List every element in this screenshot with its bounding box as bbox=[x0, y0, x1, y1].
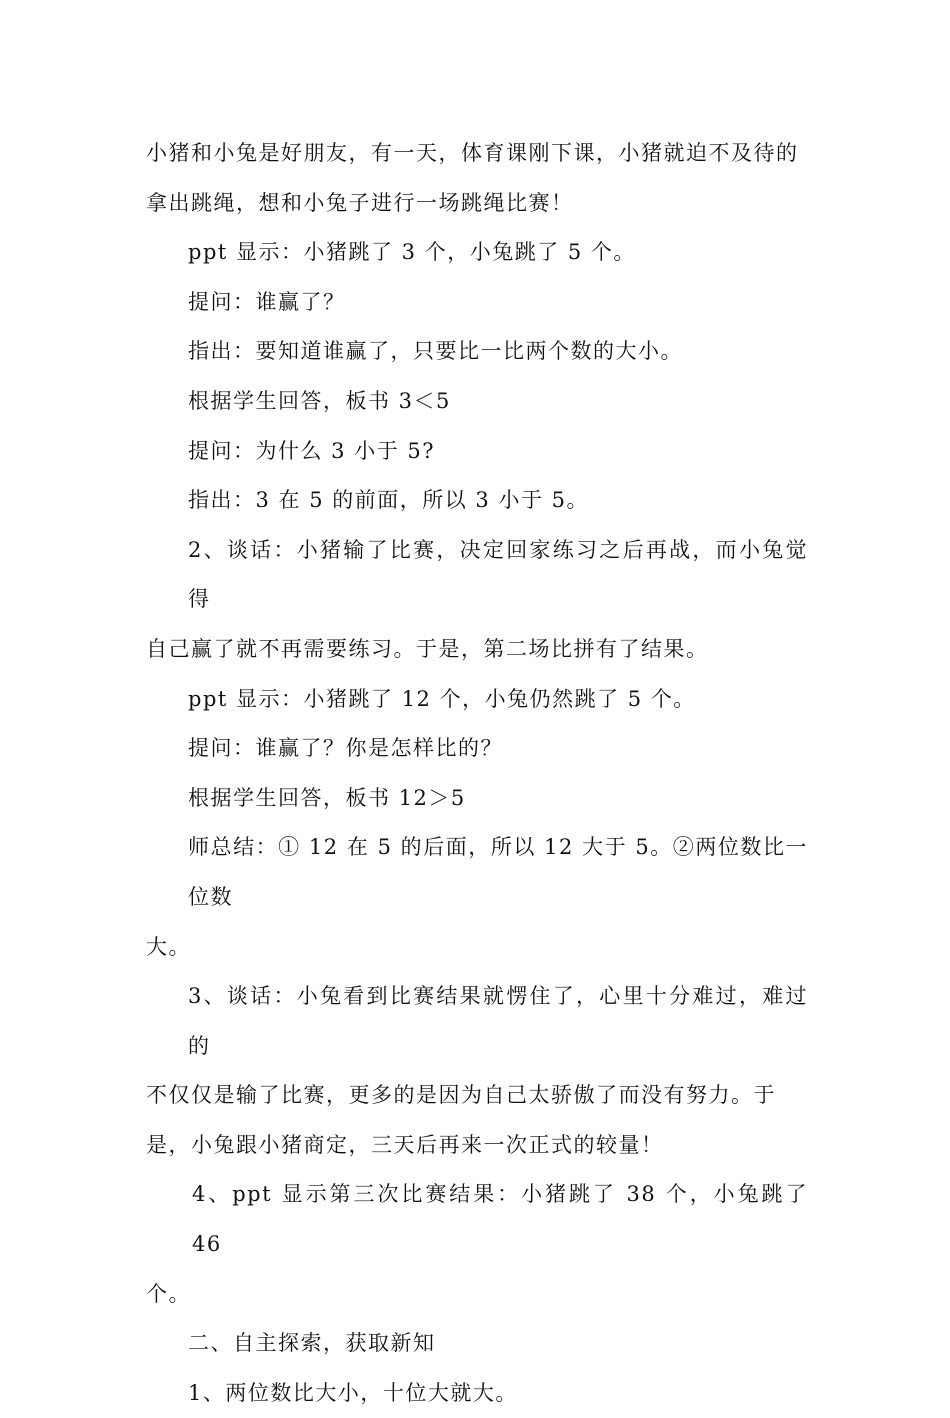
text-line: 提问：谁赢了？ bbox=[188, 289, 346, 314]
text-line: 是，小兔跟小猪商定，三天后再来一次正式的较量！ bbox=[146, 1132, 664, 1157]
text-line: 师总结：① 12 在 5 的后面，所以 12 大于 5。②两位数比一位数 bbox=[188, 835, 808, 909]
text-line: 1、两位数比大小，十位大就大。 bbox=[188, 1380, 518, 1405]
paragraph-ppt-third bbox=[146, 1170, 808, 1319]
text-line: 二、自主探索，获取新知 bbox=[188, 1331, 436, 1356]
text-line: 3、谈话：小兔看到比赛结果就愣住了，心里十分难过，难过的 bbox=[188, 984, 808, 1058]
paragraph-talk-2 bbox=[146, 526, 808, 675]
section-heading-explore bbox=[146, 1319, 808, 1369]
paragraph-question-1 bbox=[146, 278, 808, 328]
text-line: ppt 显示：小猪跳了 3 个，小兔跳了 5 个。 bbox=[188, 240, 636, 265]
paragraph-question-3 bbox=[146, 724, 808, 774]
document-body bbox=[146, 129, 808, 1418]
text-line: 2、谈话：小猪输了比赛，决定回家练习之后再战，而小兔觉得 bbox=[188, 537, 808, 612]
paragraph-compare-rule bbox=[146, 1369, 808, 1418]
text-line: 指出：3 在 5 的前面，所以 3 小于 5。 bbox=[188, 488, 589, 513]
text-line: 自己赢了就不再需要练习。于是，第二场比拼有了结果。 bbox=[146, 636, 709, 661]
text-line: 提问：谁赢了？你是怎样比的？ bbox=[188, 736, 503, 761]
text-line: 小猪和小兔是好朋友，有一天，体育课刚下课，小猪就迫不及待的 bbox=[146, 141, 799, 165]
paragraph-point-1 bbox=[146, 327, 808, 377]
paragraph-question-2 bbox=[146, 427, 808, 477]
text-line: 根据学生回答，板书 3＜5 bbox=[188, 388, 451, 413]
text-line: 提问：为什么 3 小于 5? bbox=[188, 438, 436, 463]
paragraph-board-2 bbox=[146, 774, 808, 824]
text-line: 拿出跳绳，想和小兔子进行一场跳绳比赛！ bbox=[146, 190, 574, 215]
paragraph-board-1 bbox=[146, 377, 808, 427]
paragraph-point-2 bbox=[146, 476, 808, 526]
text-line: ppt 显示：小猪跳了 12 个，小兔仍然跳了 5 个。 bbox=[188, 686, 696, 711]
paragraph-talk-3 bbox=[146, 972, 808, 1170]
text-line: 4、ppt 显示第三次比赛结果：小猪跳了 38 个，小兔跳了 46 bbox=[192, 1182, 808, 1257]
text-line: 根据学生回答，板书 12＞5 bbox=[188, 785, 466, 810]
paragraph-summary bbox=[146, 823, 808, 972]
text-line: 大。 bbox=[146, 934, 191, 959]
text-line: 个。 bbox=[146, 1281, 191, 1306]
paragraph-ppt-first bbox=[146, 228, 808, 278]
paragraph-intro bbox=[146, 129, 808, 228]
text-line: 指出：要知道谁赢了，只要比一比两个数的大小。 bbox=[188, 339, 683, 364]
text-line: 不仅仅是输了比赛，更多的是因为自己太骄傲了而没有努力。于 bbox=[146, 1083, 776, 1108]
paragraph-ppt-second bbox=[146, 675, 808, 725]
